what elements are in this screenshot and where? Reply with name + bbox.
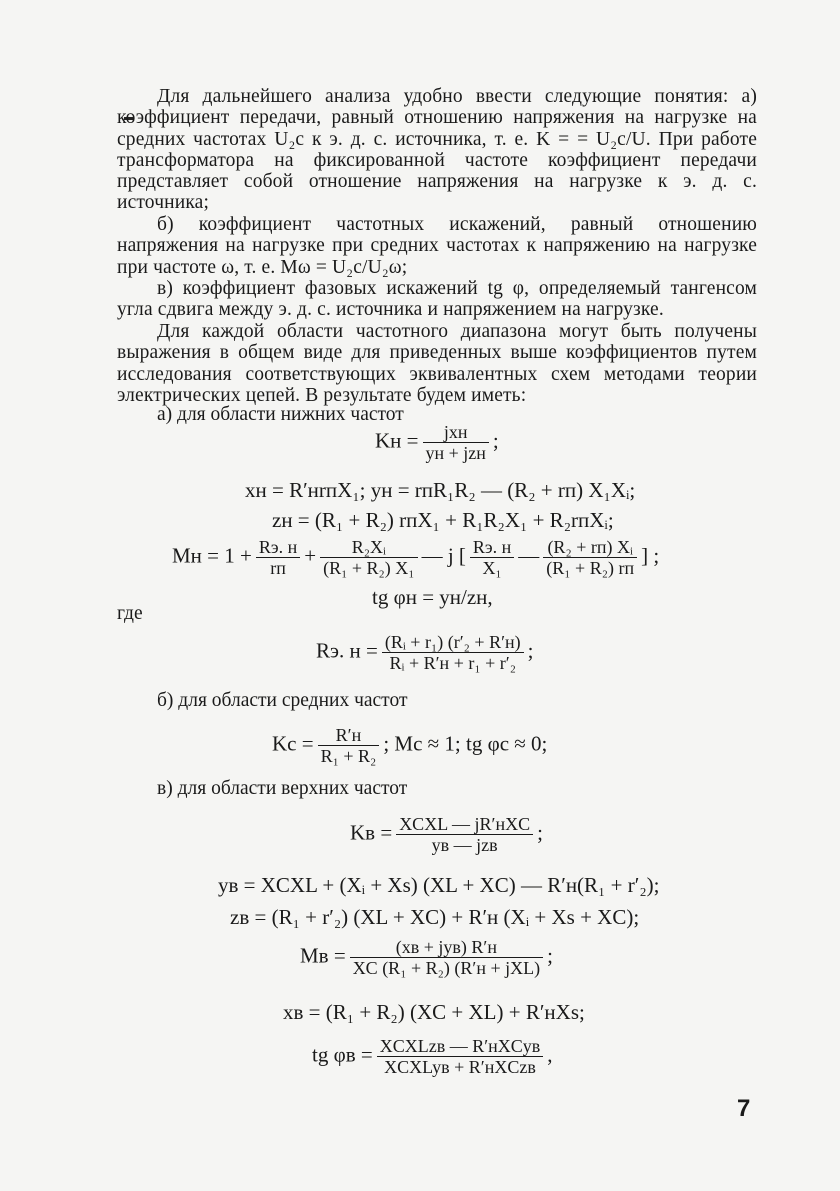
heading-high-frequencies: в) для области верхних частот <box>157 778 408 799</box>
equation-xv: xв = (R₁ + R₂) (XC + XL) + R′нXs; <box>283 1000 585 1024</box>
equation-mv: Mв = $\frac{\text{(xв + jyв) R′н}}{\text{XC (R₁ + R₂) (R′н + jXL)}}$ ; <box>300 937 553 978</box>
heading-mid-frequencies: б) для области средних частот <box>157 690 408 711</box>
equation-yv: yв = XCXL + (Xᵢ + Xs) (XL + XC) — R′н(R₁ + r′₂); <box>218 873 660 897</box>
paragraph-frequency-distortion: б) коэффициент частотных искажений, равный отношению напряжения на нагрузке при средних частотах к напряжению на нагрузке при частоте ω, т. е. Mω = U₂с/U₂ω; <box>117 214 757 278</box>
equation-zn: zн = (R₁ + R₂) rпX₁ + R₁R₂X₁ + R₂rпXᵢ; <box>272 508 614 532</box>
equation-zv: zв = (R₁ + r′₂) (XL + XC) + R′н (Xᵢ + Xs + XC); <box>230 905 640 929</box>
equation-xn-yn: xн = R′нrпX₁; yн = rпR₁R₂ — (R₂ + rп) X₁Xᵢ; <box>245 478 636 502</box>
equation-mn: Mн = 1 + $\frac{Rэ. н}{rп}$ + $\frac{\text{R₂Xᵢ}}{\text{(R₁ + R₂) X₁}}$ — j [ $\frac{Rэ. н}{\text{X₁}}$ — $\frac{\text{(R₂ + rп) Xᵢ}}{\text{(R₁ + R₂) rп}}$ ] ; <box>172 537 660 578</box>
paragraph-phase-distortion: в) коэффициент фазовых искажений tg φ, определяемый тангенсом угла сдвига между э. д. с. источника и напряжением на нагрузке. <box>117 278 757 321</box>
heading-low-frequencies: а) для области нижних частот <box>157 404 404 425</box>
equation-tg-phi-n: tg φн = yн/zн, <box>372 585 493 609</box>
equation-kn: Kн = $\frac{\text{jxн}}{\text{yн + jzн}}$ ; <box>375 422 499 463</box>
equation-tg-phi-v: tg φв = $\frac{\text{XCXLzв — R′нXCyв}}{\text{XCXLyв + R′нXCzв}}$ , <box>312 1036 553 1077</box>
equation-kv: Kв = $\frac{\text{XCXL — jR′нXC}}{\text{yв — jzв}}$ ; <box>350 814 543 855</box>
equation-ren: Rэ. н = $\frac{\text{(Rᵢ + r₁) (r′₂ + R′н)}}{\text{Rᵢ + R′н + r₁ + r′₂}}$ ; <box>316 632 534 673</box>
paragraph-definitions-intro: Для дальнейшего анализа удобно ввести следующие понятия: а) коэффициент передачи, равный отношению напряжения на нагрузке на средних частотах U₂с к э. д. с. источника, т. е. K = = U₂с/U. При работе трансформатора на фиксированной частоте коэффициент передачи представляет собой отношение напряжения на нагрузке к э. д. с. источника; <box>117 86 757 214</box>
paragraph-expressions: Для каждой области частотного диапазона могут быть получены выражения в общем виде для приведенных выше коэффициентов путем исследования соответствующих эквивалентных схем методами теории электрических цепей. В результате будем иметь: <box>117 321 757 406</box>
label-where: где <box>117 603 143 624</box>
page-number: 7 <box>737 1095 751 1122</box>
equation-kc: Kс = $\frac{R'н}{\text{R₁ + R₂}}$ ; Mс ≈ 1; tg φс ≈ 0; <box>272 725 548 766</box>
